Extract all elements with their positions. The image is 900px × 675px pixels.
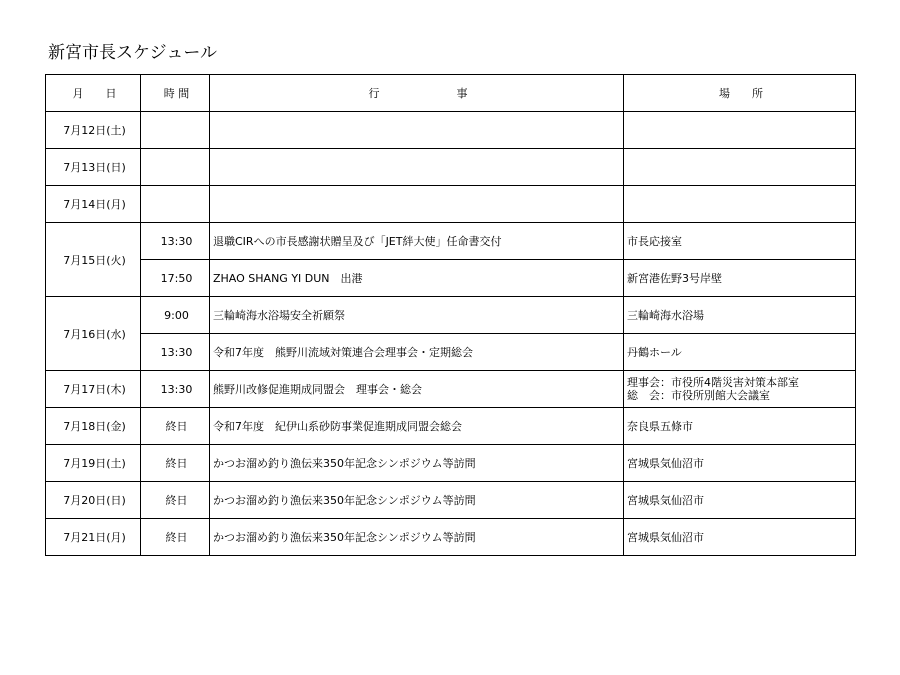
place-cell (624, 519, 856, 556)
place-cell (624, 260, 856, 297)
date-cell: 7月16日(水) (46, 297, 141, 371)
schedule-body (46, 112, 856, 556)
event-cell (210, 149, 624, 186)
place-line: 丹鶴ホール (627, 345, 682, 359)
date-cell: 7月19日(土) (46, 445, 141, 482)
event-cell: かつお溜め釣り漁伝来350年記念シンポジウム等訪問 (210, 482, 624, 519)
date-cell: 7月14日(月) (46, 186, 141, 223)
place-line: 理事会：市役所4階災害対策本部室 (627, 376, 799, 389)
place-cell (624, 149, 856, 186)
date-cell: 7月12日(土) (46, 112, 141, 149)
time-cell: 終日 (141, 408, 210, 445)
time-cell: 17:50 (141, 260, 210, 297)
place-cell (624, 445, 856, 482)
event-cell: 熊野川改修促進期成同盟会 理事会・総会 (210, 371, 624, 408)
event-cell: 令和7年度 熊野川流域対策連合会理事会・定期総会 (210, 334, 624, 371)
table-row (46, 223, 856, 260)
table-row (46, 334, 856, 371)
time-cell: 終日 (141, 519, 210, 556)
time-cell (141, 186, 210, 223)
date-cell: 7月15日(火) (46, 223, 141, 297)
table-row (46, 519, 856, 556)
event-cell (210, 112, 624, 149)
table-row (46, 149, 856, 186)
event-cell: 三輪崎海水浴場安全祈願祭 (210, 297, 624, 334)
event-cell (210, 186, 624, 223)
table-row (46, 112, 856, 149)
place-line: 宮城県気仙沼市 (627, 493, 704, 507)
place-line: 宮城県気仙沼市 (627, 456, 704, 470)
table-row (46, 445, 856, 482)
place-cell (624, 297, 856, 334)
table-row (46, 297, 856, 334)
header-place: 場 所 (624, 75, 856, 112)
event-cell: かつお溜め釣り漁伝来350年記念シンポジウム等訪問 (210, 519, 624, 556)
time-cell: 終日 (141, 482, 210, 519)
time-cell: 13:30 (141, 371, 210, 408)
header-date: 月 日 (46, 75, 141, 112)
place-cell (624, 408, 856, 445)
date-cell: 7月20日(日) (46, 482, 141, 519)
table-row (46, 371, 856, 408)
place-line: 新宮港佐野3号岸壁 (627, 271, 722, 285)
table-row (46, 482, 856, 519)
time-cell: 13:30 (141, 223, 210, 260)
place-cell (624, 223, 856, 260)
time-cell (141, 149, 210, 186)
event-cell: 令和7年度 紀伊山系砂防事業促進期成同盟会総会 (210, 408, 624, 445)
time-cell: 13:30 (141, 334, 210, 371)
place-cell (624, 334, 856, 371)
place-line: 三輪崎海水浴場 (627, 308, 704, 322)
place-line: 市長応接室 (627, 234, 682, 248)
date-cell: 7月17日(木) (46, 371, 141, 408)
place-line: 奈良県五條市 (627, 419, 693, 433)
time-cell: 9:00 (141, 297, 210, 334)
table-row (46, 408, 856, 445)
event-cell: 退職CIRへの市長感謝状贈呈及び「JET絆大使」任命書交付 (210, 223, 624, 260)
event-cell: ZHAO SHANG YI DUN 出港 (210, 260, 624, 297)
place-line: 総 会：市役所別館大会議室 (627, 389, 770, 402)
table-row (46, 186, 856, 223)
page-title: 新宮市長スケジュール (48, 43, 217, 63)
date-cell: 7月13日(日) (46, 149, 141, 186)
header-time: 時 間 (141, 75, 210, 112)
place-cell (624, 112, 856, 149)
place-cell (624, 186, 856, 223)
schedule-table (45, 74, 856, 556)
place-cell (624, 482, 856, 519)
time-cell (141, 112, 210, 149)
date-cell: 7月18日(金) (46, 408, 141, 445)
place-line: 宮城県気仙沼市 (627, 530, 704, 544)
place-cell (624, 371, 856, 408)
table-row (46, 260, 856, 297)
time-cell: 終日 (141, 445, 210, 482)
header-event: 行 事 (210, 75, 624, 112)
header-row (46, 75, 856, 112)
event-cell: かつお溜め釣り漁伝来350年記念シンポジウム等訪問 (210, 445, 624, 482)
date-cell: 7月21日(月) (46, 519, 141, 556)
